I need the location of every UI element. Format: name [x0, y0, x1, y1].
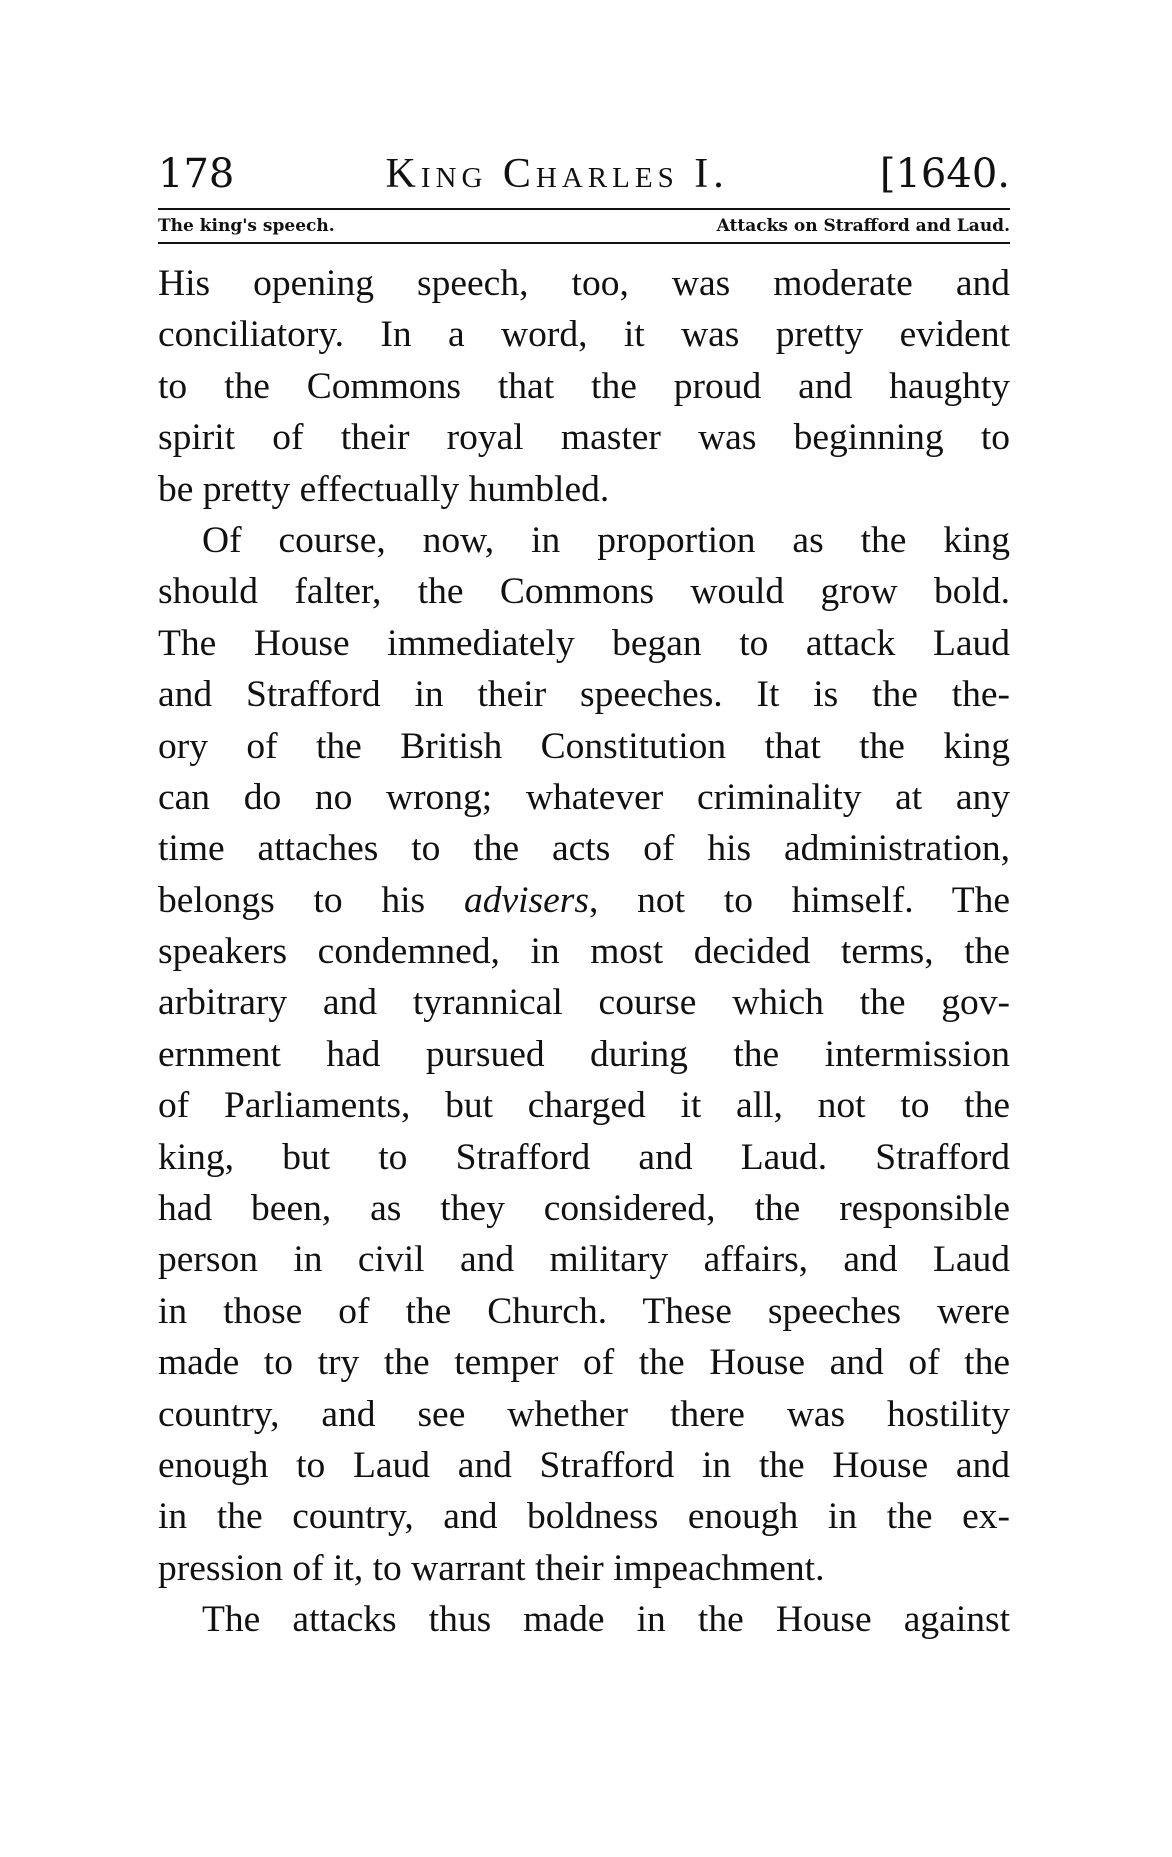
marginal-notes: [158, 214, 1010, 238]
text-line: spirit of their royal master was beginning to: [158, 417, 1010, 459]
text-line: in those of the Church. These speeches were: [158, 1290, 1010, 1332]
text-line: king, but to Strafford and Laud. Strafford: [158, 1136, 1010, 1178]
text-line: The attacks thus made in the House against: [202, 1599, 1010, 1641]
text-line: in the country, and boldness enough in the ex-: [158, 1496, 1010, 1538]
text-line: and Strafford in their speeches. It is the the-: [158, 674, 1010, 716]
body-text: [158, 258, 1010, 1646]
text-line: pression of it, to warrant their impeachment.: [158, 1547, 825, 1589]
text-line: be pretty effectually humbled.: [158, 468, 610, 510]
text-line-with-emphasis: [158, 875, 1010, 926]
text-line: speakers condemned, in most decided terms, the: [158, 931, 1010, 973]
running-title: King Charles I.: [385, 151, 729, 197]
text-line: of Parliaments, but charged it all, not to the: [158, 1085, 1010, 1127]
text-line: ory of the British Constitution that the king: [158, 725, 1010, 767]
text-line: His opening speech, too, was moderate and: [158, 263, 1010, 304]
text-line: arbitrary and tyrannical course which the gov-: [158, 982, 1010, 1024]
text-line: Of course, now, in proportion as the king: [202, 519, 1010, 561]
text-line: person in civil and military affairs, and Laud: [158, 1239, 1010, 1281]
text-line: time attaches to the acts of his administration,: [158, 828, 1010, 870]
text-line: conciliatory. In a word, it was pretty evident: [158, 314, 1010, 356]
text-line: should falter, the Commons would grow bold.: [158, 571, 1010, 613]
year-marker: [1640.: [879, 151, 1010, 197]
text-line: ernment had pursued during the intermission: [158, 1033, 1010, 1075]
running-head: [158, 150, 1010, 202]
sidenote-left: The king's speech.: [158, 216, 335, 236]
text-line: enough to Laud and Strafford in the House and: [158, 1444, 1010, 1486]
text-line: The House immediately began to attack Laud: [158, 622, 1010, 664]
text-line: country, and see whether there was hostility: [158, 1393, 1010, 1435]
text-line: made to try the temper of the House and of the: [158, 1342, 1010, 1384]
book-page: [158, 150, 1010, 1646]
sidenote-right: Attacks on Strafford and Laud.: [716, 216, 1010, 236]
page-number: 178: [158, 151, 235, 197]
text-segment: , not to himself. The: [588, 879, 1010, 921]
text-segment: belongs to his: [158, 879, 426, 921]
text-line: had been, as they considered, the responsible: [158, 1188, 1010, 1230]
emphasis-advisers: advisers: [463, 879, 589, 921]
text-line: can do no wrong; whatever criminality at any: [158, 776, 1010, 818]
text-line: to the Commons that the proud and haughty: [158, 365, 1010, 407]
header-rule-top: [158, 208, 1010, 210]
header-rule-bottom: [158, 242, 1010, 244]
